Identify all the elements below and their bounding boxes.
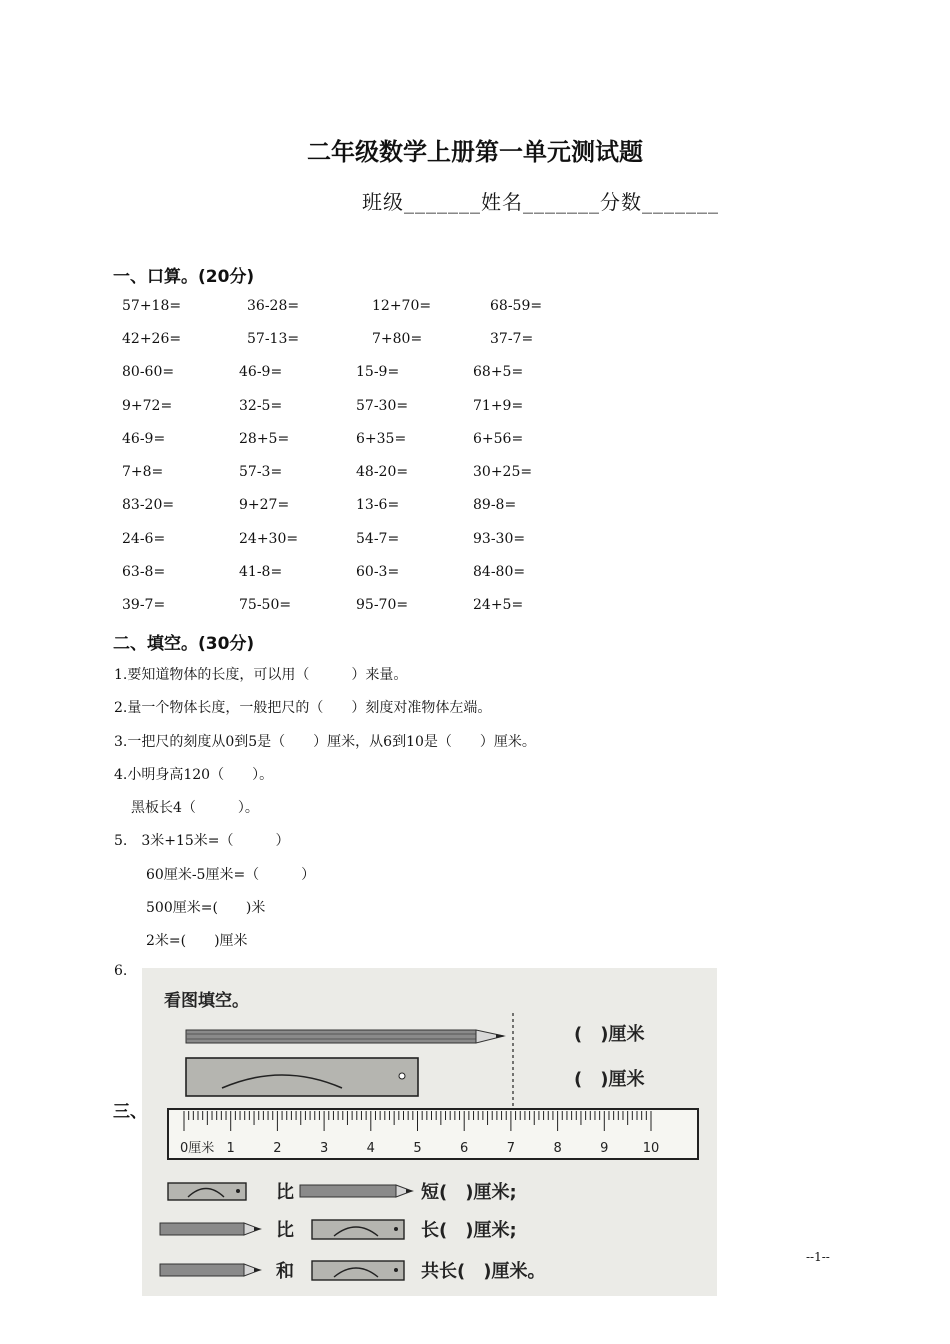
section1-heading: 一、口算。(20分) [113,267,255,287]
math-problem: 60-3= [356,564,400,580]
ruler-label: 6 [460,1141,469,1156]
page-number: --1-- [806,1250,830,1264]
fill-item-5b: 60厘米-5厘米=（ ） [146,867,316,883]
math-problem: 57-13= [247,331,300,347]
math-problem: 57-30= [356,398,409,414]
fill-item-5d: 2米=( )厘米 [146,933,248,949]
fill-item-4b: 黑板长4（ ）。 [131,800,259,816]
math-problem: 7+80= [372,331,423,347]
math-problem: 15-9= [356,364,400,380]
pencil-answer: ( )厘米 [574,1024,645,1045]
math-problem: 80-60= [122,364,175,380]
ruler-label: 7 [506,1141,516,1156]
math-problem: 68+5= [473,364,524,380]
math-problem: 75-50= [239,597,292,613]
ruler-label: 8 [553,1141,562,1156]
section3-heading: 三、 [113,1102,147,1122]
math-problem: 41-8= [239,564,283,580]
compare-row-1-word: 比 [276,1182,294,1203]
math-problem: 6+35= [356,431,407,447]
fill-item-3: 3.一把尺的刻度从0到5是（ ）厘米，从6到10是（ ）厘米。 [114,734,536,750]
figure-heading: 看图填空。 [164,991,249,1011]
math-problem: 63-8= [122,564,166,580]
math-problem: 9+27= [239,497,290,513]
page-title: 二年级数学上册第一单元测试题 [307,138,643,166]
compare-row-1 [168,1181,517,1203]
compare-row-3-word: 和 [276,1261,294,1282]
math-problem: 7+8= [122,464,164,480]
fill-item-5c: 500厘米=( )米 [146,900,266,916]
ruler-label: 0厘米 [180,1141,215,1156]
ruler-label: 9 [600,1141,609,1156]
math-problem: 95-70= [356,597,409,613]
math-problem: 46-9= [239,364,283,380]
math-problem: 57-3= [239,464,283,480]
ruler-label: 2 [273,1141,282,1156]
section2-heading: 二、填空。(30分) [113,634,255,654]
fill-item-2: 2.量一个物体长度，一般把尺的（ ）刻度对准物体左端。 [114,700,492,716]
math-problem: 30+25= [473,464,533,480]
ruler-label: 10 [642,1141,660,1156]
math-problem: 24+5= [473,597,524,613]
ruler-label: 4 [366,1141,375,1156]
compare-row-2-word: 比 [276,1220,294,1241]
measurement-figure [142,968,717,1296]
math-problem: 13-6= [356,497,400,513]
math-problem: 24+30= [239,531,299,547]
math-problem: 54-7= [356,531,400,547]
math-problem: 83-20= [122,497,175,513]
math-problem: 57+18= [122,298,182,314]
eraser-block [186,1058,418,1096]
compare-row-2 [160,1219,517,1241]
math-problem: 89-8= [473,497,517,513]
math-problem: 46-9= [122,431,166,447]
compare-row-3 [160,1260,545,1282]
ruler-label: 1 [226,1141,235,1156]
ruler-label: 5 [413,1141,422,1156]
math-problem: 93-30= [473,531,526,547]
ruler-label: 3 [319,1141,329,1156]
fill-item-1: 1.要知道物体的长度，可以用（ ）来量。 [114,667,408,683]
math-problem: 71+9= [473,398,524,414]
math-problem: 28+5= [239,431,290,447]
pencil-long [186,1030,506,1043]
compare-row-2-answer: 长( )厘米; [421,1220,517,1241]
math-problem: 24-6= [122,531,166,547]
math-problem: 39-7= [122,597,166,613]
student-info-line: 班级_______姓名_______分数_______ [362,190,719,214]
eraser-answer: ( )厘米 [574,1069,645,1090]
compare-row-3-answer: 共长( )厘米。 [421,1261,546,1282]
math-problem: 32-5= [239,398,283,414]
math-problem: 12+70= [372,298,432,314]
fill-item-5a: 5. 3米+15米=（ ） [114,833,290,849]
ruler [168,1109,698,1159]
compare-row-1-answer: 短( )厘米; [421,1182,517,1203]
math-problem: 68-59= [490,298,543,314]
math-problem: 6+56= [473,431,524,447]
math-problem: 37-7= [490,331,534,347]
math-problem: 42+26= [122,331,182,347]
math-problem: 48-20= [356,464,409,480]
fill-item-4a: 4.小明身高120（ ）。 [114,767,274,783]
math-problem: 36-28= [247,298,300,314]
math-problem: 84-80= [473,564,526,580]
fill-item-6: 6. [114,963,128,979]
math-problem: 9+72= [122,398,173,414]
